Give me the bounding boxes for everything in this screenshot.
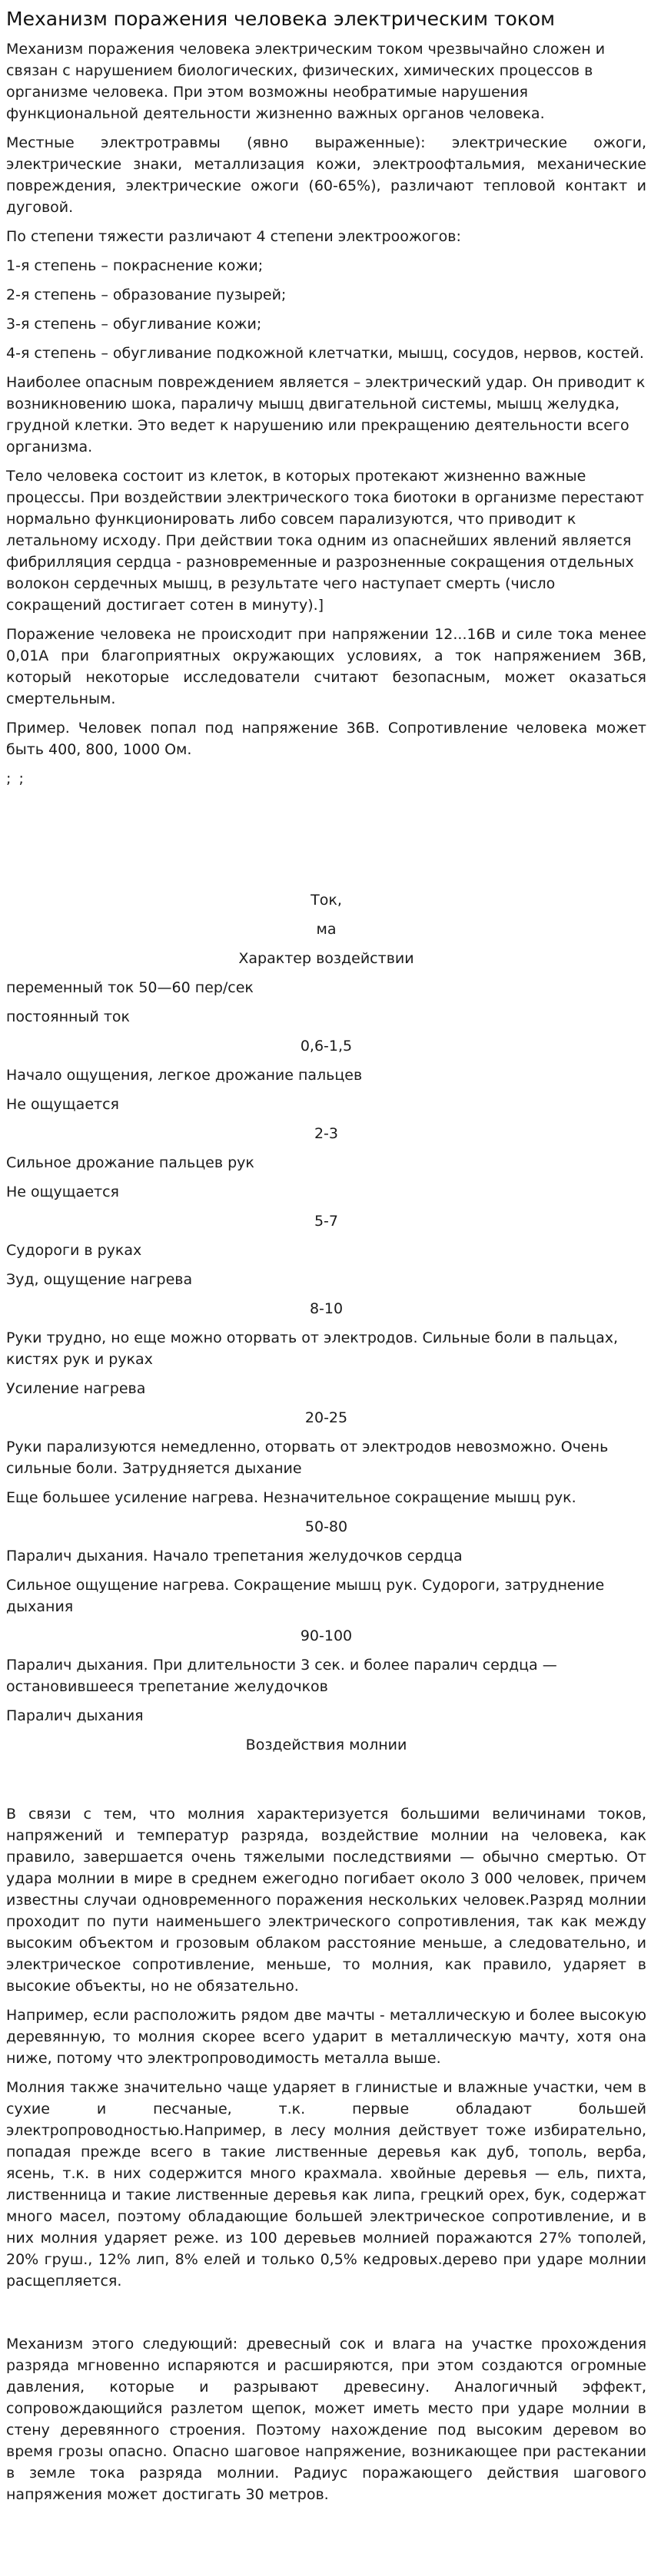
row-dc-effect: Не ощущается [6,1184,119,1200]
semicolons-line: ; ; [6,770,25,787]
table-row [6,1516,646,1617]
lightning-paragraph-4: Механизм этого следующий: древесный сок и влага на участке прохождения разряда мгновенно испаряются и расширяются, при этом создаются огромные давления, которые и разрывают древесину. Аналогичный эффект, сопровождающийся разлетом щепок, может иметь место при ударе молнии в стену деревянного строения. Поэтому нахождение под высоким деревом во время грозы опасно. Опасно шаговое напряжение, возникающее при растекании в земле тока разряда молнии. Радиус поражающего действия шагового напряжения может достигать 30 метров. [6,2336,646,2503]
current-effects-table [6,889,646,1727]
lightning-section-title: Воздействия молнии [245,1737,407,1753]
body-cells-paragraph: Тело человека состоит из клеток, в которых протекают жизненно важные процессы. При воздействии электрического тока биотоки в организме перестают нормально функционировать либо совсем парализуются, что приводит к летальному исходу. При действии тока одним из опаснейших явлений является фибрилляция сердца - разновременные и разрозненные сокращения отдельных волокон сердечных мышц, в результате чего наступает смерть (число сокращений достигает сотен в минуту).] [6,468,644,614]
row-current-value: 20-25 [304,1409,348,1426]
table-row [6,1035,646,1115]
row-dc-effect: Зуд, ощущение нагрева [6,1271,193,1288]
row-current-value: 0,6-1,5 [300,1038,353,1055]
lightning-paragraph-1: В связи с тем, что молния характеризуется большими величинами токов, напряжений и температур разряда, воздействие молнии на человека, как правило, завершается очень тяжелыми последствиями — обычно смертью. От удара молнии в мире в среднем ежегодно погибает около 3 000 человек, причем известны случаи одновременного поражения нескольких человек.Разряд молнии проходит по пути наименьшего электрического сопротивления, так как между высоким объектом и грозовым облаком расстояние меньше, а следовательно, и электрическое сопротивление, меньше, то молния, как правило, ударяет в высокие объекты, но не обязательно. [6,1806,646,1995]
example-paragraph: Пример. Человек попал под напряжение 36В. Сопротивление человека может быть 400, 800, 1000 Ом. [6,720,646,758]
header-unit: ма [316,921,337,938]
row-dc-effect: Еще большее усиление нагрева. Незначительное сокращение мышц рук. [6,1489,576,1506]
electric-shock-paragraph: Наиболее опасным повреждением является – электрический удар. Он приводит к возникновению шока, параличу мышц двигательной системы, мышц желудка, грудной клетки. Это ведет к нарушению или прекращению деятельности всего организма. [6,374,646,455]
row-ac-effect: Начало ощущения, легкое дрожание пальцев [6,1067,363,1084]
row-dc-effect: Паралич дыхания [6,1707,144,1724]
table-row [6,1298,646,1399]
spacer [6,2300,646,2333]
lightning-paragraph-2: Например, если расположить рядом две мачты - металлическую и более высокую деревянную, то молния скорее всего ударит в металлическую мачту, хотя она ниже, потому что электропроводимость металла выше. [6,2007,646,2067]
row-dc-effect: Не ощущается [6,1096,119,1113]
burn-degree-3: 3-я степень – обугливание кожи; [6,316,262,333]
row-ac-effect: Руки трудно, но еще можно оторвать от электродов. Сильные боли в пальцах, кистях рук и руках [6,1329,619,1368]
row-current-value: 50-80 [304,1518,348,1535]
row-ac-effect: Паралич дыхания. При длительности 3 сек. и более паралич сердца — остановившееся трепетание желудочков [6,1657,557,1695]
lightning-paragraph-3: Молния также значительно чаще ударяет в глинистые и влажные участки, чем в сухие и песчаные, т.к. первые обладают большей электропроводностью.Например, в лесу молния действует тоже избирательно, попадая прежде всего в такие лиственные деревья как дуб, тополь, верба, ясень, т.к. в них содержится много крахмала. хвойные деревья — ель, пихта, лиственница и такие лиственные деревья как липа, грецкий орех, бук, содержат много масел, поэтому обладающие большей электрическое сопротивление, и в них молния ударяет реже. из 100 деревьев молнией поражаются 27% тополей, 20% груш., 12% лип, 8% елей и только 0,5% кедровых.дерево при ударе молнии расщепляется. [6,2079,646,2290]
intro-paragraph: Механизм поражения человека электрическим током чрезвычайно сложен и связан с нарушением биологических, физических, химических процессов в организме человека. При этом возможны необратимые нарушения функциональной деятельности жизненно важных органов человека. [6,41,606,122]
row-current-value: 90-100 [300,1627,353,1644]
voltage-threshold-paragraph: Поражение человека не происходит при напряжении 12...16В и силе тока менее 0,01А при благоприятных окружающих условиях, а ток напряжением 36В, который некоторые исследователи считают безопасным, может оказаться смертельным. [6,626,646,707]
local-injuries-paragraph: Местные электротравмы (явно выраженные): электрические ожоги, электрические знаки, металлизация кожи, электроофтальмия, механические повреждения, электрические ожоги (60-65%), различают тепловой контакт и дуговой. [6,134,646,216]
row-ac-effect: Сильное дрожание пальцев рук [6,1154,254,1171]
table-row [6,1123,646,1203]
row-ac-effect: Судороги в руках [6,1242,142,1259]
header-dc: постоянный ток [6,1008,131,1025]
row-current-value: 2-3 [314,1125,339,1142]
table-row [6,1210,646,1290]
row-ac-effect: Руки парализуются немедленно, оторвать от электродов невозможно. Очень сильные боли. Затрудняется дыхание [6,1439,609,1477]
row-ac-effect: Паралич дыхания. Начало трепетания желудочков сердца [6,1548,463,1564]
table-row [6,1625,646,1727]
header-ac: переменный ток 50—60 пер/сек [6,979,254,996]
row-dc-effect: Усиление нагрева [6,1380,146,1397]
burn-degree-4: 4-я степень – обугливание подкожной клетчатки, мышц, сосудов, нервов, костей. [6,345,644,362]
page-title: Механизм поражения человека электрическим током [6,8,556,30]
burn-degree-2: 2-я степень – образование пузырей; [6,286,287,303]
table-header [6,889,646,1028]
table-row [6,1407,646,1508]
burn-degrees-heading: По степени тяжести различают 4 степени электроожогов: [6,228,461,245]
row-dc-effect: Сильное ощущение нагрева. Сокращение мышц рук. Судороги, затруднение дыхания [6,1577,605,1615]
row-current-value: 8-10 [309,1300,344,1317]
header-effect: Характер воздействии [238,950,414,967]
row-current-value: 5-7 [314,1213,339,1230]
header-current: Ток, [311,892,342,909]
burn-degree-1: 1-я степень – покраснение кожи; [6,257,264,274]
